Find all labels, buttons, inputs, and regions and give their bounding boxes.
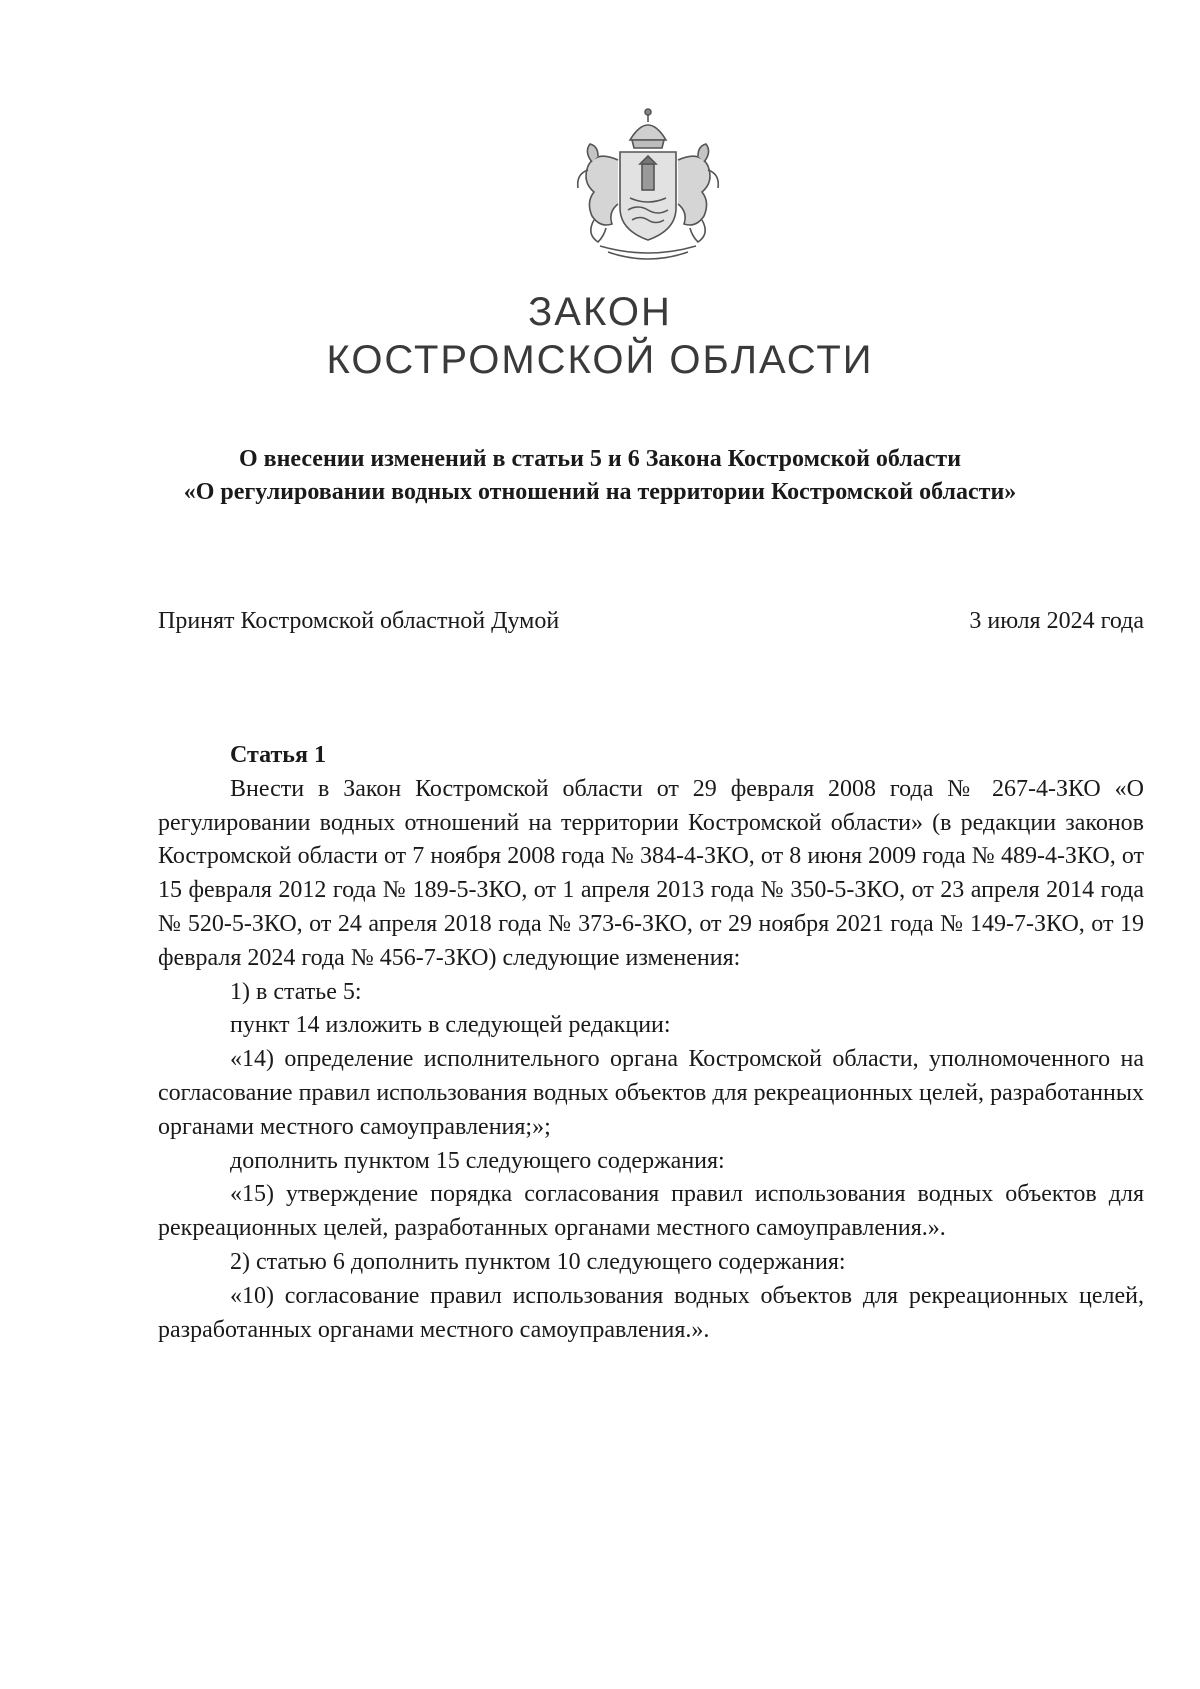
article-heading: Статья 1 [230,742,326,768]
article-body [158,739,1144,1347]
adoption-date: 3 июля 2024 года [969,608,1144,634]
article-paragraph: 1) в статье 5: [230,978,362,1005]
adopted-by: Принят Костромской областной Думой [158,608,560,634]
article-paragraph: «15) утверждение порядка согласования правил использования водных объектов для рекреационных целей, разработанных органами местного самоуправления.». [158,1181,1144,1242]
subject-line-1: О внесении изменений в статьи 5 и 6 Закона Костромской области [238,446,962,472]
article-paragraph: Внести в Закон Костромской области от 29 февраля 2008 года № 267-4-ЗКО «О регулировании водных отношений на территории Костромской области» (в редакции законов Костромской области от 7 ноября 2008 года № 384-4-ЗКО, от 8 июня 2009 года № 489-4-ЗКО, от 15 февраля 2012 года № 189-5-ЗКО, от 1 апреля 2013 года № 350-5-ЗКО, от 23 апреля 2014 года № 520-5-ЗКО, от 24 апреля 2018 года № 373-6-ЗКО, от 29 ноября 2021 года № 149-7-ЗКО, от 19 февраля 2024 года № 456-7-ЗКО) следующие изменения: [158,775,1144,971]
article-paragraph: «10) согласование правил использования водных объектов для рекреационных целей, разработанных органами местного самоуправления.». [158,1282,1144,1343]
article-paragraph: 2) статью 6 дополнить пунктом 10 следующего содержания: [230,1248,846,1275]
article-paragraph: дополнить пунктом 15 следующего содержания: [230,1147,725,1174]
law-region-title: КОСТРОМСКОЙ ОБЛАСТИ [326,338,874,382]
law-title: ЗАКОН [528,290,672,334]
article-paragraph: пункт 14 изложить в следующей редакции: [230,1012,671,1039]
kostroma-coat-of-arms-icon [548,100,748,270]
article-paragraph: «14) определение исполнительного органа Костромской области, уполномоченного на согласование правил использования водных объектов для рекреационных целей, разработанных органами местного самоуправления;»; [158,1046,1144,1140]
subject-line-2: «О регулировании водных отношений на территории Костромской области» [183,479,1017,505]
law-subject [100,443,1100,509]
